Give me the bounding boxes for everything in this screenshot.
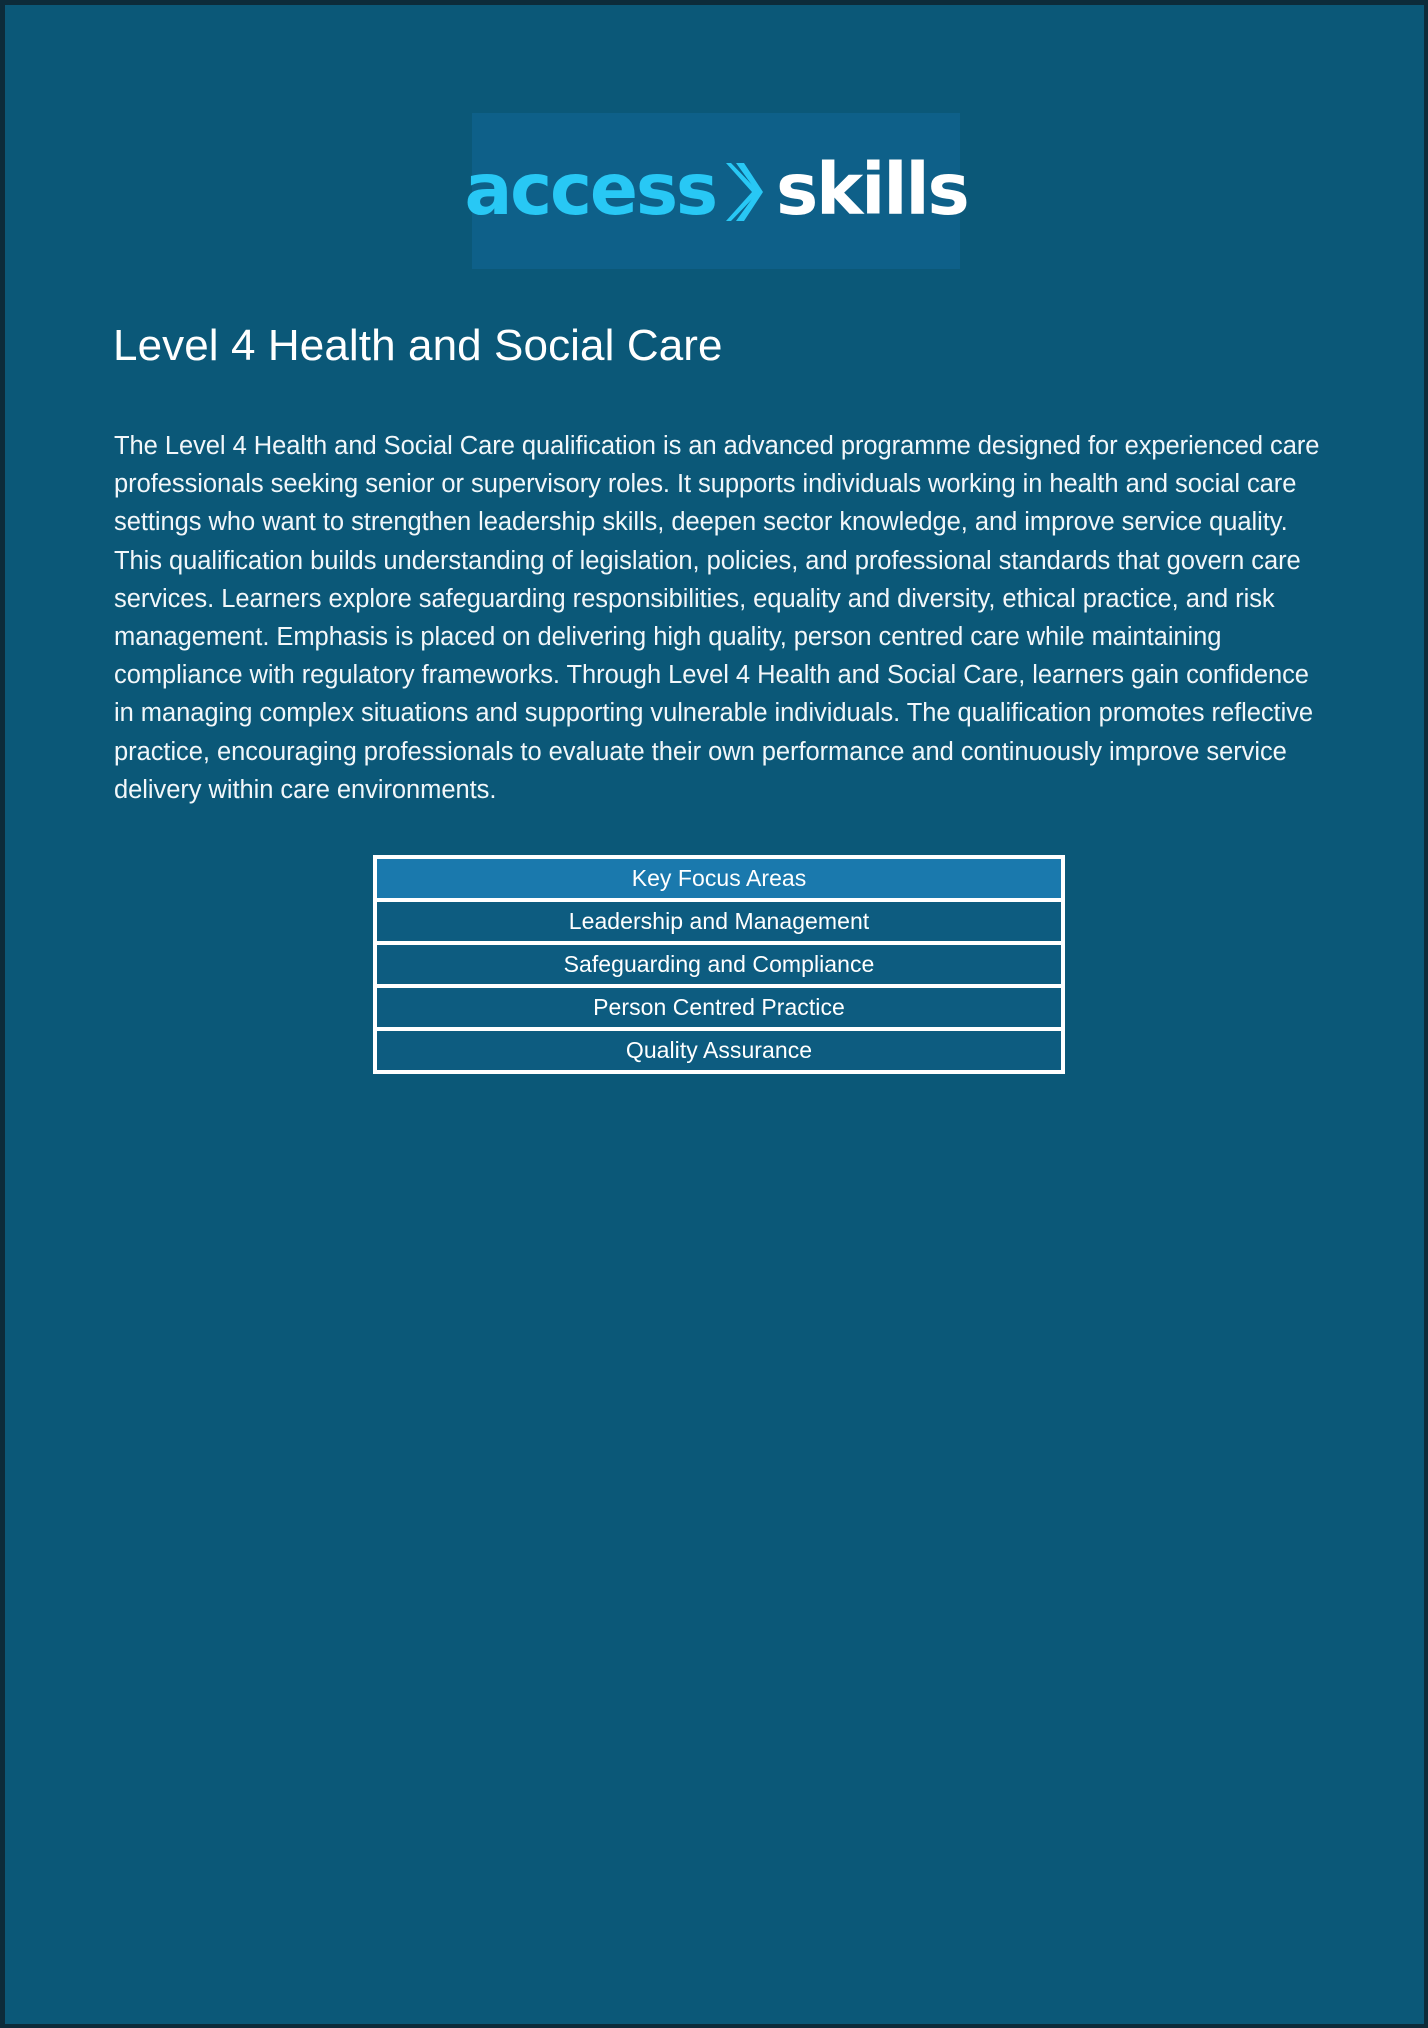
brand-logo-banner [464,113,968,269]
logo-word-skills: skills [776,147,968,231]
chevron-right-icon [724,161,764,223]
table-row [375,900,1063,943]
table-header-cell: Key Focus Areas [375,857,1063,900]
table-row [375,943,1063,986]
table-cell: Quality Assurance [375,1029,1063,1072]
intro-paragraph: The Level 4 Health and Social Care qualification is an advanced programme designed for experienced care professionals seeking senior or supervisory roles. It supports individuals working in health and social care settings who want to strengthen leadership skills, deepen sector knowledge, and improve service quality. This qualification builds understanding of legislation, policies, and professional standards that govern care services. Learners explore safeguarding responsibilities, equality and diversity, ethical practice, and risk management. Emphasis is placed on delivering high quality, person centred care while maintaining compliance with regulatory frameworks. Through Level 4 Health and Social Care, learners gain confidence in managing complex situations and supporting vulnerable individuals. The qualification promotes reflective practice, encouraging professionals to evaluate their own performance and continuously improve service delivery within care environments. [114,432,1320,804]
table-row [375,1029,1063,1072]
table-body [375,900,1063,1072]
table-cell: Leadership and Management [375,900,1063,943]
page-title: Level 4 Health and Social Care [113,321,723,370]
brand-logo-lockup [464,147,968,231]
table-row [375,986,1063,1029]
table-cell: Safeguarding and Compliance [375,943,1063,986]
table-header-row [375,857,1063,900]
table-head [375,857,1063,900]
key-focus-areas-table [373,855,1065,1074]
table-cell: Person Centred Practice [375,986,1063,1029]
logo-word-access: access [464,147,716,231]
